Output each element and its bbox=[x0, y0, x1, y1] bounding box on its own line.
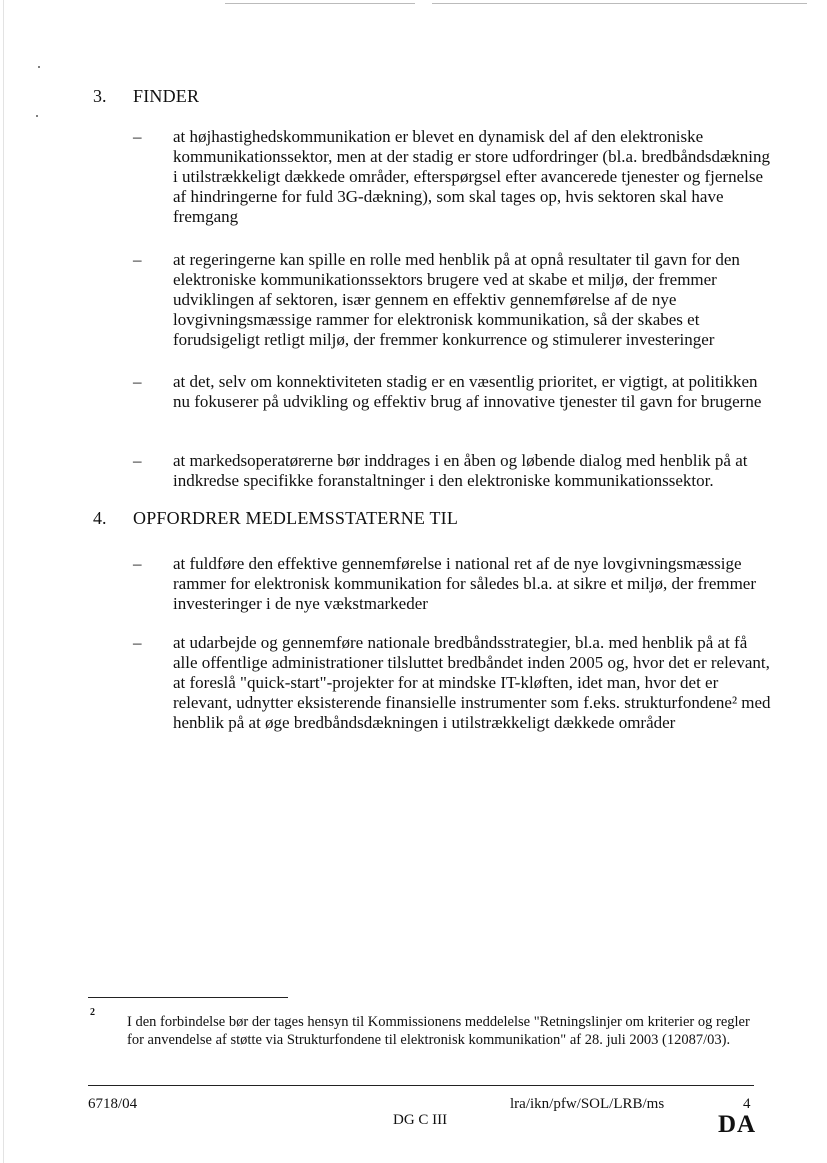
department-code: DG C III bbox=[393, 1112, 448, 1128]
list-item-text: at regeringerne kan spille en rolle med henblik på at opnå resultater til gavn for den elektroniske kommunikationssektors brugere ved at skabe et miljø, der fremmer udviklingen af sektoren, især gennem en effektiv gennemførelse af de nye lovgivningsmæssige rammer for elektronisk kommunikation, så der skabes et forudsigeligt retligt miljø, der fremmer konkurrence og stimulerer investeringer bbox=[173, 250, 740, 349]
dash-bullet: – bbox=[133, 451, 142, 470]
list-item-text: at højhastighedskommunikation er blevet en dynamisk del af den elektroniske kommunikationssektor, men at der stadig er store udfordringer (bl.a. bredbåndsdækning i utilstrækkeligt dækkede områder, efterspørgsel efter avancerede tjenester og fjernelse af hindringerne for fuld 3G-dækning), som skal tages op, hvis sektoren skal have fremgang bbox=[173, 127, 771, 226]
dash-bullet: – bbox=[133, 127, 142, 146]
scan-speck bbox=[38, 66, 40, 68]
footnote-marker: 2 bbox=[90, 1007, 95, 1018]
footnote-separator bbox=[88, 997, 288, 998]
document-reference: 6718/04 bbox=[88, 1096, 138, 1112]
section-title: FINDER bbox=[133, 86, 200, 106]
scan-edge-line bbox=[3, 0, 4, 1163]
footer-rule bbox=[88, 1085, 754, 1086]
section-title: OPFORDRER MEDLEMSSTATERNE TIL bbox=[133, 508, 459, 528]
list-item-text: at det, selv om konnektiviteten stadig er en væsentlig prioritet, er vigtigt, at politikken nu fokuserer på udvikling og effektiv brug af innovative tjenester til gavn for brugerne bbox=[173, 372, 762, 411]
scan-speck bbox=[36, 115, 38, 117]
author-initials: lra/ikn/pfw/SOL/LRB/ms bbox=[510, 1096, 665, 1112]
dash-bullet: – bbox=[133, 372, 142, 391]
list-item-text: at fuldføre den effektive gennemførelse i national ret af de nye lovgivningsmæssige rammer for elektronisk kommunikation for således bl.a. at sikre et miljø, der fremmer investeringer i de nye vækstmarkeder bbox=[173, 554, 757, 613]
list-item-text: at udarbejde og gennemføre nationale bredbåndsstrategier, bl.a. med henblik på at få alle offentlige administrationer tilsluttet bredbåndet inden 2005 og, hvor det er relevant, at foreslå "quick-start"-projekter for at mindske IT-kløften, idet man, hvor det er relevant, udnytter eksisterende finansielle instrumenter som f.eks. strukturfondene² med henblik på at øge bredbåndsdækningen i utilstrækkeligt dækkede områder bbox=[173, 633, 771, 732]
list-item-text: at markedsoperatørerne bør inddrages i en åben og løbende dialog med henblik på at indkredse specifikke foranstaltninger i den elektroniske kommunikationssektor. bbox=[173, 451, 748, 490]
scan-edge-line bbox=[225, 3, 415, 4]
section-number: 4. bbox=[93, 508, 107, 528]
footnote-text: I den forbindelse bør der tages hensyn til Kommissionens meddelelse "Retningslinjer om kriterier og regler for anvendelse af støtte via Strukturfondene til elektronisk kommunikation" af 28. juli 2003 (12087/03). bbox=[127, 1014, 750, 1048]
dash-bullet: – bbox=[133, 633, 142, 652]
section-number: 3. bbox=[93, 86, 107, 106]
page-number: 4 bbox=[743, 1096, 751, 1112]
language-code: DA bbox=[718, 1111, 757, 1138]
dash-bullet: – bbox=[133, 250, 142, 269]
dash-bullet: – bbox=[133, 554, 142, 573]
scan-edge-line bbox=[432, 3, 807, 4]
